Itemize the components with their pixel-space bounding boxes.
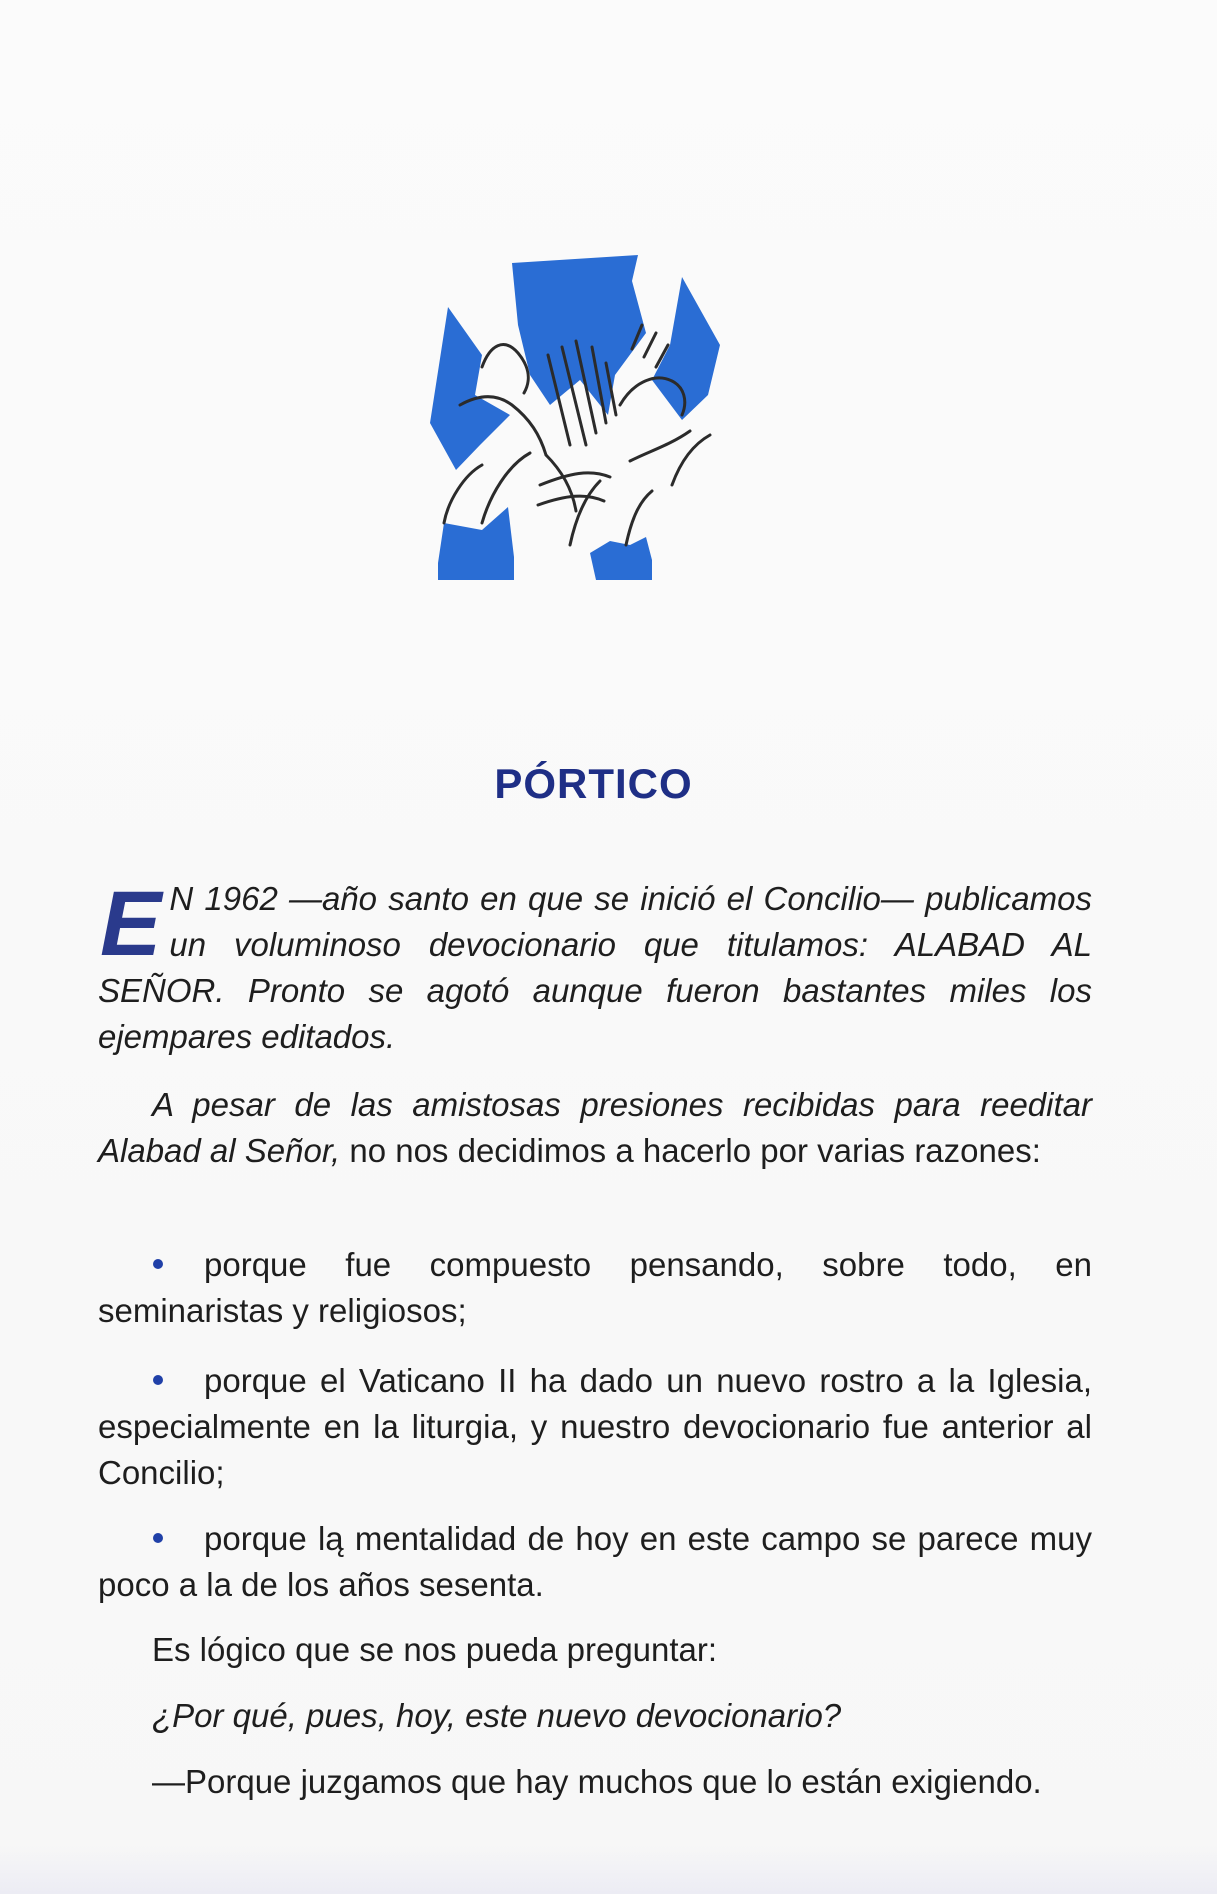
list-item <box>98 1516 1092 1608</box>
hands-icon <box>420 255 745 585</box>
list-item-text: porque lą mentalidad de hoy en este campo se parece muy poco a la de los años sesenta. <box>98 1520 1092 1603</box>
answer: —Porque juzgamos que hay muchos que lo están exigiendo. <box>152 1763 1042 1800</box>
list-item <box>98 1358 1092 1496</box>
reasons-paragraph <box>98 1082 1092 1174</box>
question: ¿Por qué, pues, hoy, este nuevo devocionario? <box>152 1697 842 1734</box>
intro-paragraph <box>98 873 1092 1060</box>
reasons-paragraph-normal: no nos decidimos a hacerlo por varias razones: <box>340 1132 1041 1169</box>
reasons-paragraph-italic: A pesar de las amistosas presiones recibidas para reeditar Alabad al Señor, <box>98 1086 1092 1169</box>
list-item-text: porque fue compuesto pensando, sobre todo, en seminaristas y religiosos; <box>98 1246 1092 1329</box>
question-intro: Es lógico que se nos pueda preguntar: <box>152 1631 718 1668</box>
intro-paragraph-text: N 1962 —año santo en que se inició el Concilio— publicamos un voluminoso devocionario que titulamos: ALABAD AL SEÑOR. Pronto se agotó aunque fueron bastantes miles los ejempares editados. <box>98 880 1092 1055</box>
page-bottom-shadow <box>0 1845 1217 1894</box>
bullet-icon <box>153 1533 163 1543</box>
list-item <box>98 1242 1092 1334</box>
bullet-icon <box>153 1259 163 1269</box>
list-item-text: porque el Vaticano II ha dado un nuevo rostro a la Iglesia, especialmente en la liturgia, y nuestro devocionario fue anterior al Concilio; <box>98 1362 1092 1491</box>
page-title: PÓRTICO <box>494 760 693 807</box>
bullet-icon <box>153 1375 163 1385</box>
drop-cap: E <box>100 873 162 975</box>
